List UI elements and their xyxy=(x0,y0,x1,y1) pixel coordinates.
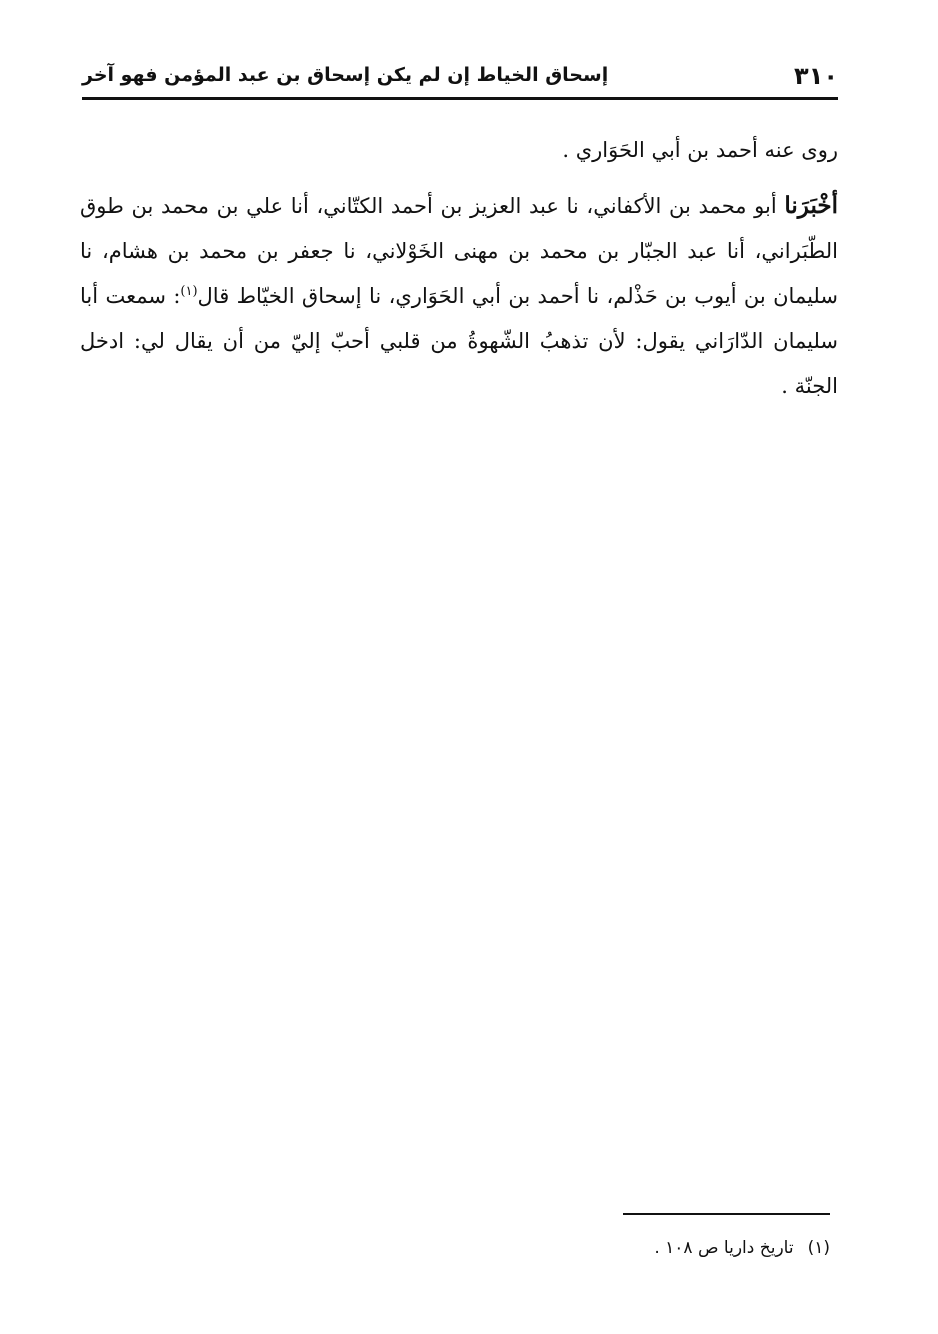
running-title: إسحاق الخياط إن لم يكن إسحاق بن عبد المؤمن فهو آخر xyxy=(82,64,609,86)
footnote-number: (١) xyxy=(807,1238,830,1258)
header-rule xyxy=(82,97,838,100)
main-text xyxy=(80,128,838,409)
footnote-rule xyxy=(623,1213,830,1215)
page-number: ٣١٠ xyxy=(794,62,838,90)
matn-text: : سمعت أبا سليمان الدّارَاني يقول: لأن تذهبُ الشّهوةُ من قلبي أحبّ إليّ من أن يقال لي: ادخل الجنّة . xyxy=(80,284,838,398)
paragraph-lead: أخْبَرَنا xyxy=(784,192,838,219)
narrator-line: روى عنه أحمد بن أبي الحَوَاري . xyxy=(562,138,838,162)
running-head xyxy=(82,62,838,98)
footnote-text: تاريخ داريا ص ١٠٨ . xyxy=(654,1238,794,1258)
footnote xyxy=(520,1238,830,1258)
hadith-paragraph xyxy=(80,183,838,409)
footnote-reference[interactable]: (١) xyxy=(180,284,198,299)
isnad-text: أبو محمد بن الأكفاني، نا عبد العزيز بن أحمد الكتّاني، أنا علي بن محمد بن طوق الطّبَراني، أنا عبد الجبّار بن محمد بن مهنى الخَوْلاني، نا جعفر بن محمد بن هشام، نا سليمان بن أيوب بن حَذْلم، نا أحمد بن أبي الحَوَاري، نا إسحاق الخيّاط قال xyxy=(80,194,838,308)
